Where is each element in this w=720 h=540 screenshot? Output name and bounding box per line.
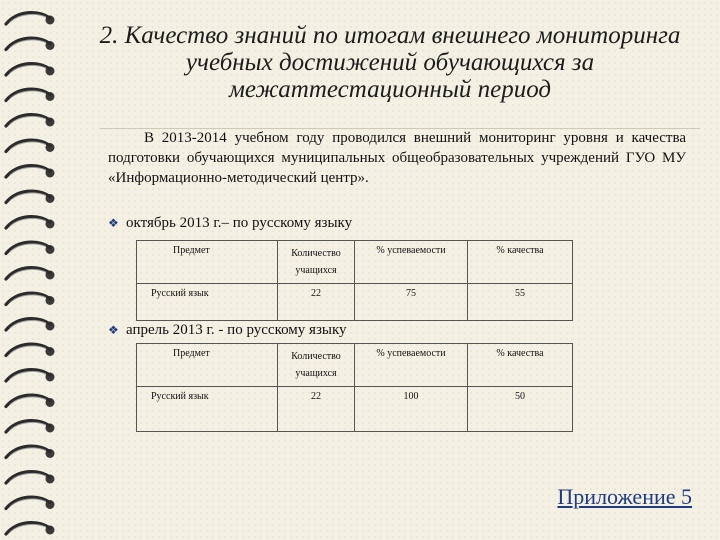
spiral-ring-icon [6,395,55,407]
table-header-cell: Предмет [137,344,278,387]
diamond-bullet-icon: ❖ [108,323,119,337]
spiral-ring-icon [6,472,55,484]
spiral-ring-icon [6,13,55,25]
bullet-item [108,215,352,232]
spiral-binding [0,0,60,540]
results-table [136,343,573,432]
table-row [137,284,573,321]
spiral-ring-icon [6,497,55,509]
spiral-ring-icon [6,191,55,203]
spiral-ring-icon [6,293,55,305]
spiral-ring-icon [6,268,55,280]
table-cell: 22 [278,387,355,432]
table-header-cell: % успеваемости [355,241,468,284]
table-cell: Русский язык [137,387,278,432]
bullet-text: октябрь 2013 г.– по русскому языку [126,215,353,231]
slide-title: 2. Качество знаний по итогам внешнего мониторинга учебных достижений обучающихся за межаттестационный период [99,22,681,103]
table-cell: 50 [468,387,573,432]
spiral-ring-icon [6,166,55,178]
table-cell: 55 [468,284,573,321]
spiral-ring-icon [6,344,55,356]
table-header-cell: % качества [468,241,573,284]
table-cell: Русский язык [137,284,278,321]
spiral-ring-icon [6,319,55,331]
table-header-row [137,241,573,284]
table-cell: 75 [355,284,468,321]
bullet-item [108,322,347,339]
table-cell: 100 [355,387,468,432]
spiral-ring-icon [6,64,55,76]
results-table [136,240,573,321]
table-header-cell: Предмет [137,241,278,284]
spiral-ring-icon [6,421,55,433]
table-header-row [137,344,573,387]
table-header-cell: % успеваемости [355,344,468,387]
spiral-ring-icon [6,115,55,127]
spiral-ring-icon [6,446,55,458]
table-row [137,387,573,432]
spiral-ring-icon [6,370,55,382]
bullet-text: апрель 2013 г. - по русскому языку [126,322,347,338]
spiral-ring-icon [6,89,55,101]
spiral-ring-icon [6,242,55,254]
spiral-ring-icon [6,523,55,535]
appendix-link[interactable]: Приложение 5 [557,484,692,509]
spiral-ring-icon [6,140,55,152]
spiral-ring-icon [6,38,55,50]
table-header-cell: Количество учащихся [278,241,355,284]
table-header-cell: Количество учащихся [278,344,355,387]
table-header-cell: % качества [468,344,573,387]
spiral-ring-icon [6,217,55,229]
diamond-bullet-icon: ❖ [108,216,119,230]
table-cell: 22 [278,284,355,321]
intro-paragraph: В 2013-2014 учебном году проводился внешний мониторинг уровня и качества подготовки обучающихся муниципальных общеобразовательных учреждений ГУО МУ «Информационно-методический центр». [108,130,686,186]
